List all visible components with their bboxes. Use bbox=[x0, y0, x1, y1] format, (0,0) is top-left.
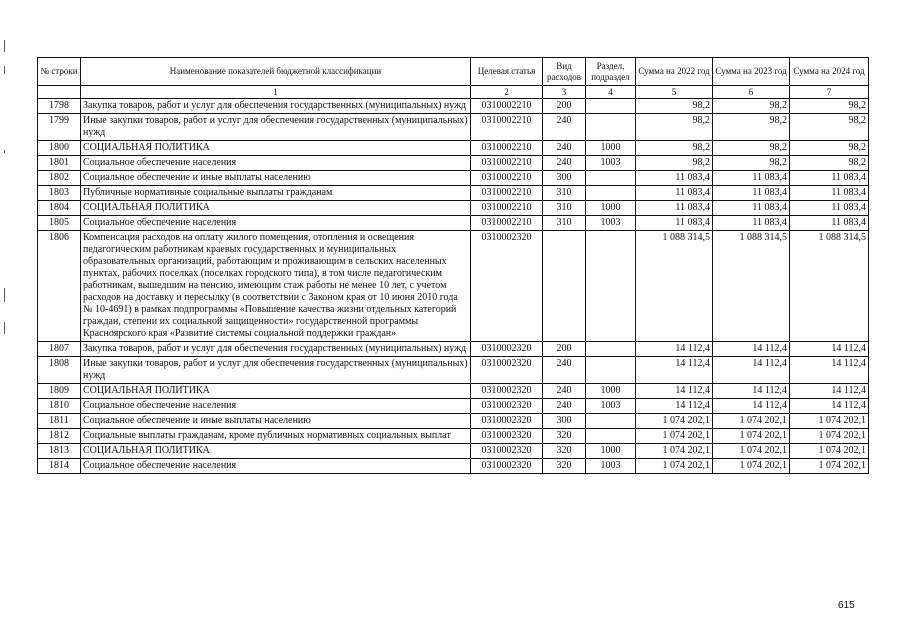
target-article: 0310002320 bbox=[471, 444, 543, 459]
scan-mark bbox=[4, 66, 5, 74]
row-name: Иные закупки товаров, работ и услуг для обеспечения государственных (муниципальных) нужд bbox=[81, 114, 471, 141]
scan-mark bbox=[4, 288, 5, 302]
sum-2024: 1 074 202,1 bbox=[790, 444, 869, 459]
row-name: Социальное обеспечение и иные выплаты населению bbox=[81, 171, 471, 186]
sum-2024: 98,2 bbox=[790, 156, 869, 171]
sum-2022: 11 083,4 bbox=[636, 171, 713, 186]
target-article: 0310002320 bbox=[471, 231, 543, 342]
header-section: Раздел, подраздел bbox=[586, 58, 636, 86]
sum-2024: 98,2 bbox=[790, 141, 869, 156]
sum-2022: 1 088 314,5 bbox=[636, 231, 713, 342]
row-number: 1806 bbox=[38, 231, 81, 342]
target-article: 0310002320 bbox=[471, 399, 543, 414]
table-row bbox=[38, 342, 869, 357]
sum-2022: 11 083,4 bbox=[636, 201, 713, 216]
section-subsection bbox=[586, 114, 636, 141]
expense-kind: 310 bbox=[543, 201, 586, 216]
section-subsection bbox=[586, 357, 636, 384]
section-subsection: 1003 bbox=[586, 459, 636, 474]
row-number: 1801 bbox=[38, 156, 81, 171]
sum-2022: 14 112,4 bbox=[636, 399, 713, 414]
sum-2023: 14 112,4 bbox=[713, 384, 790, 399]
sum-2023: 1 074 202,1 bbox=[713, 444, 790, 459]
column-index: 4 bbox=[586, 86, 636, 99]
target-article: 0310002210 bbox=[471, 114, 543, 141]
target-article: 0310002210 bbox=[471, 141, 543, 156]
sum-2022: 98,2 bbox=[636, 99, 713, 114]
expense-kind: 240 bbox=[543, 114, 586, 141]
target-article: 0310002210 bbox=[471, 99, 543, 114]
row-name: СОЦИАЛЬНАЯ ПОЛИТИКА bbox=[81, 141, 471, 156]
column-index: 6 bbox=[713, 86, 790, 99]
section-subsection: 1000 bbox=[586, 201, 636, 216]
sum-2022: 98,2 bbox=[636, 156, 713, 171]
table-row bbox=[38, 429, 869, 444]
target-article: 0310002210 bbox=[471, 186, 543, 201]
row-number: 1802 bbox=[38, 171, 81, 186]
expense-kind: 320 bbox=[543, 429, 586, 444]
column-index-row bbox=[38, 86, 869, 99]
section-subsection: 1000 bbox=[586, 444, 636, 459]
expense-kind: 240 bbox=[543, 141, 586, 156]
target-article: 0310002210 bbox=[471, 171, 543, 186]
section-subsection bbox=[586, 414, 636, 429]
row-name: Социальное обеспечение населения bbox=[81, 156, 471, 171]
section-subsection: 1003 bbox=[586, 399, 636, 414]
row-number: 1812 bbox=[38, 429, 81, 444]
column-index: 1 bbox=[81, 86, 471, 99]
sum-2024: 1 074 202,1 bbox=[790, 429, 869, 444]
section-subsection bbox=[586, 186, 636, 201]
target-article: 0310002210 bbox=[471, 216, 543, 231]
sum-2022: 1 074 202,1 bbox=[636, 459, 713, 474]
sum-2023: 14 112,4 bbox=[713, 399, 790, 414]
sum-2024: 98,2 bbox=[790, 99, 869, 114]
expense-kind: 240 bbox=[543, 384, 586, 399]
row-name: СОЦИАЛЬНАЯ ПОЛИТИКА bbox=[81, 444, 471, 459]
scan-mark bbox=[4, 40, 5, 52]
sum-2023: 11 083,4 bbox=[713, 216, 790, 231]
table-header-row bbox=[38, 58, 869, 86]
sum-2024: 14 112,4 bbox=[790, 357, 869, 384]
section-subsection bbox=[586, 342, 636, 357]
sum-2022: 1 074 202,1 bbox=[636, 414, 713, 429]
section-subsection: 1000 bbox=[586, 141, 636, 156]
expense-kind: 300 bbox=[543, 414, 586, 429]
header-sum-2024: Сумма на 2024 год bbox=[790, 58, 869, 86]
table-row bbox=[38, 444, 869, 459]
row-number: 1804 bbox=[38, 201, 81, 216]
section-subsection: 1003 bbox=[586, 156, 636, 171]
table-row bbox=[38, 414, 869, 429]
target-article: 0310002320 bbox=[471, 342, 543, 357]
row-number: 1814 bbox=[38, 459, 81, 474]
page-number: 615 bbox=[838, 600, 855, 611]
table-row bbox=[38, 201, 869, 216]
sum-2024: 1 088 314,5 bbox=[790, 231, 869, 342]
header-sum-2023: Сумма на 2023 год bbox=[713, 58, 790, 86]
section-subsection: 1003 bbox=[586, 216, 636, 231]
row-number: 1798 bbox=[38, 99, 81, 114]
row-name: Социальное обеспечение и иные выплаты населению bbox=[81, 414, 471, 429]
row-number: 1805 bbox=[38, 216, 81, 231]
table-row bbox=[38, 141, 869, 156]
header-name: Наименование показателей бюджетной классификации bbox=[81, 58, 471, 86]
table-row bbox=[38, 399, 869, 414]
header-target: Целевая статья bbox=[471, 58, 543, 86]
column-index: 7 bbox=[790, 86, 869, 99]
target-article: 0310002210 bbox=[471, 156, 543, 171]
sum-2023: 14 112,4 bbox=[713, 342, 790, 357]
table-row bbox=[38, 156, 869, 171]
row-name: СОЦИАЛЬНАЯ ПОЛИТИКА bbox=[81, 201, 471, 216]
target-article: 0310002320 bbox=[471, 414, 543, 429]
sum-2024: 14 112,4 bbox=[790, 342, 869, 357]
target-article: 0310002320 bbox=[471, 384, 543, 399]
sum-2023: 98,2 bbox=[713, 99, 790, 114]
section-subsection bbox=[586, 171, 636, 186]
scan-mark bbox=[4, 150, 5, 153]
sum-2024: 98,2 bbox=[790, 114, 869, 141]
section-subsection: 1000 bbox=[586, 384, 636, 399]
table-row bbox=[38, 357, 869, 384]
row-number: 1799 bbox=[38, 114, 81, 141]
header-sum-2022: Сумма на 2022 год bbox=[636, 58, 713, 86]
sum-2022: 14 112,4 bbox=[636, 384, 713, 399]
expense-kind bbox=[543, 231, 586, 342]
table-row bbox=[38, 99, 869, 114]
row-name: Социальное обеспечение населения bbox=[81, 216, 471, 231]
expense-kind: 240 bbox=[543, 399, 586, 414]
expense-kind: 240 bbox=[543, 357, 586, 384]
scan-mark bbox=[4, 322, 5, 334]
table-row bbox=[38, 171, 869, 186]
table-row bbox=[38, 216, 869, 231]
sum-2022: 1 074 202,1 bbox=[636, 444, 713, 459]
column-index: 5 bbox=[636, 86, 713, 99]
section-subsection bbox=[586, 231, 636, 342]
row-name: Компенсация расходов на оплату жилого помещения, отопления и освещения педагогическим работникам краевых государственных и муниципальных образовательных организаций, работающим и проживающим в сельских населенных пунктах, рабочих поселках (поселках городского типа), в том числе педагогическим работникам, вышедшим на пенсию, имеющим стаж работы не менее 10 лет, с учетом расходов на доставку и пересылку (в соответствии с Законом края от 10 июня 2010 года № 10-4691) в рамках подпрограммы «Повышение качества жизни отдельных категорий граждан, степени их социальной защищенности» государственной программы Красноярского края «Развитие системы социальной поддержки граждан» bbox=[81, 231, 471, 342]
sum-2024: 1 074 202,1 bbox=[790, 414, 869, 429]
sum-2023: 11 083,4 bbox=[713, 186, 790, 201]
header-kind: Вид расходов bbox=[543, 58, 586, 86]
row-number: 1813 bbox=[38, 444, 81, 459]
sum-2023: 98,2 bbox=[713, 141, 790, 156]
table-row bbox=[38, 114, 869, 141]
section-subsection bbox=[586, 429, 636, 444]
row-number: 1800 bbox=[38, 141, 81, 156]
section-subsection bbox=[586, 99, 636, 114]
expense-kind: 310 bbox=[543, 216, 586, 231]
expense-kind: 200 bbox=[543, 99, 586, 114]
row-number: 1808 bbox=[38, 357, 81, 384]
sum-2024: 11 083,4 bbox=[790, 216, 869, 231]
row-name: Публичные нормативные социальные выплаты гражданам bbox=[81, 186, 471, 201]
table-row bbox=[38, 459, 869, 474]
row-number: 1810 bbox=[38, 399, 81, 414]
sum-2023: 11 083,4 bbox=[713, 171, 790, 186]
target-article: 0310002320 bbox=[471, 459, 543, 474]
row-number: 1803 bbox=[38, 186, 81, 201]
row-number: 1809 bbox=[38, 384, 81, 399]
budget-table bbox=[37, 57, 869, 474]
row-name: Закупка товаров, работ и услуг для обеспечения государственных (муниципальных) нужд bbox=[81, 342, 471, 357]
sum-2023: 1 074 202,1 bbox=[713, 459, 790, 474]
sum-2023: 98,2 bbox=[713, 114, 790, 141]
expense-kind: 320 bbox=[543, 444, 586, 459]
row-name: Социальное обеспечение населения bbox=[81, 459, 471, 474]
sum-2024: 14 112,4 bbox=[790, 384, 869, 399]
sum-2024: 11 083,4 bbox=[790, 171, 869, 186]
table-row bbox=[38, 186, 869, 201]
sum-2023: 98,2 bbox=[713, 156, 790, 171]
column-index bbox=[38, 86, 81, 99]
row-name: Иные закупки товаров, работ и услуг для обеспечения государственных (муниципальных) нужд bbox=[81, 357, 471, 384]
sum-2023: 1 074 202,1 bbox=[713, 429, 790, 444]
sum-2024: 11 083,4 bbox=[790, 201, 869, 216]
expense-kind: 310 bbox=[543, 186, 586, 201]
expense-kind: 300 bbox=[543, 171, 586, 186]
sum-2023: 11 083,4 bbox=[713, 201, 790, 216]
sum-2024: 11 083,4 bbox=[790, 186, 869, 201]
target-article: 0310002320 bbox=[471, 357, 543, 384]
expense-kind: 240 bbox=[543, 156, 586, 171]
sum-2023: 1 088 314,5 bbox=[713, 231, 790, 342]
row-name: Закупка товаров, работ и услуг для обеспечения государственных (муниципальных) нужд bbox=[81, 99, 471, 114]
sum-2022: 14 112,4 bbox=[636, 342, 713, 357]
sum-2024: 14 112,4 bbox=[790, 399, 869, 414]
target-article: 0310002320 bbox=[471, 429, 543, 444]
table-row bbox=[38, 231, 869, 342]
row-number: 1807 bbox=[38, 342, 81, 357]
sum-2022: 11 083,4 bbox=[636, 186, 713, 201]
sum-2022: 11 083,4 bbox=[636, 216, 713, 231]
row-name: Социальное обеспечение населения bbox=[81, 399, 471, 414]
sum-2022: 98,2 bbox=[636, 114, 713, 141]
target-article: 0310002210 bbox=[471, 201, 543, 216]
sum-2023: 14 112,4 bbox=[713, 357, 790, 384]
sum-2022: 1 074 202,1 bbox=[636, 429, 713, 444]
sum-2022: 14 112,4 bbox=[636, 357, 713, 384]
sum-2022: 98,2 bbox=[636, 141, 713, 156]
sum-2024: 1 074 202,1 bbox=[790, 459, 869, 474]
expense-kind: 320 bbox=[543, 459, 586, 474]
column-index: 3 bbox=[543, 86, 586, 99]
expense-kind: 200 bbox=[543, 342, 586, 357]
row-name: Социальные выплаты гражданам, кроме публичных нормативных социальных выплат bbox=[81, 429, 471, 444]
table-row bbox=[38, 384, 869, 399]
row-number: 1811 bbox=[38, 414, 81, 429]
column-index: 2 bbox=[471, 86, 543, 99]
row-name: СОЦИАЛЬНАЯ ПОЛИТИКА bbox=[81, 384, 471, 399]
sum-2023: 1 074 202,1 bbox=[713, 414, 790, 429]
header-row-number: № строки bbox=[38, 58, 81, 86]
